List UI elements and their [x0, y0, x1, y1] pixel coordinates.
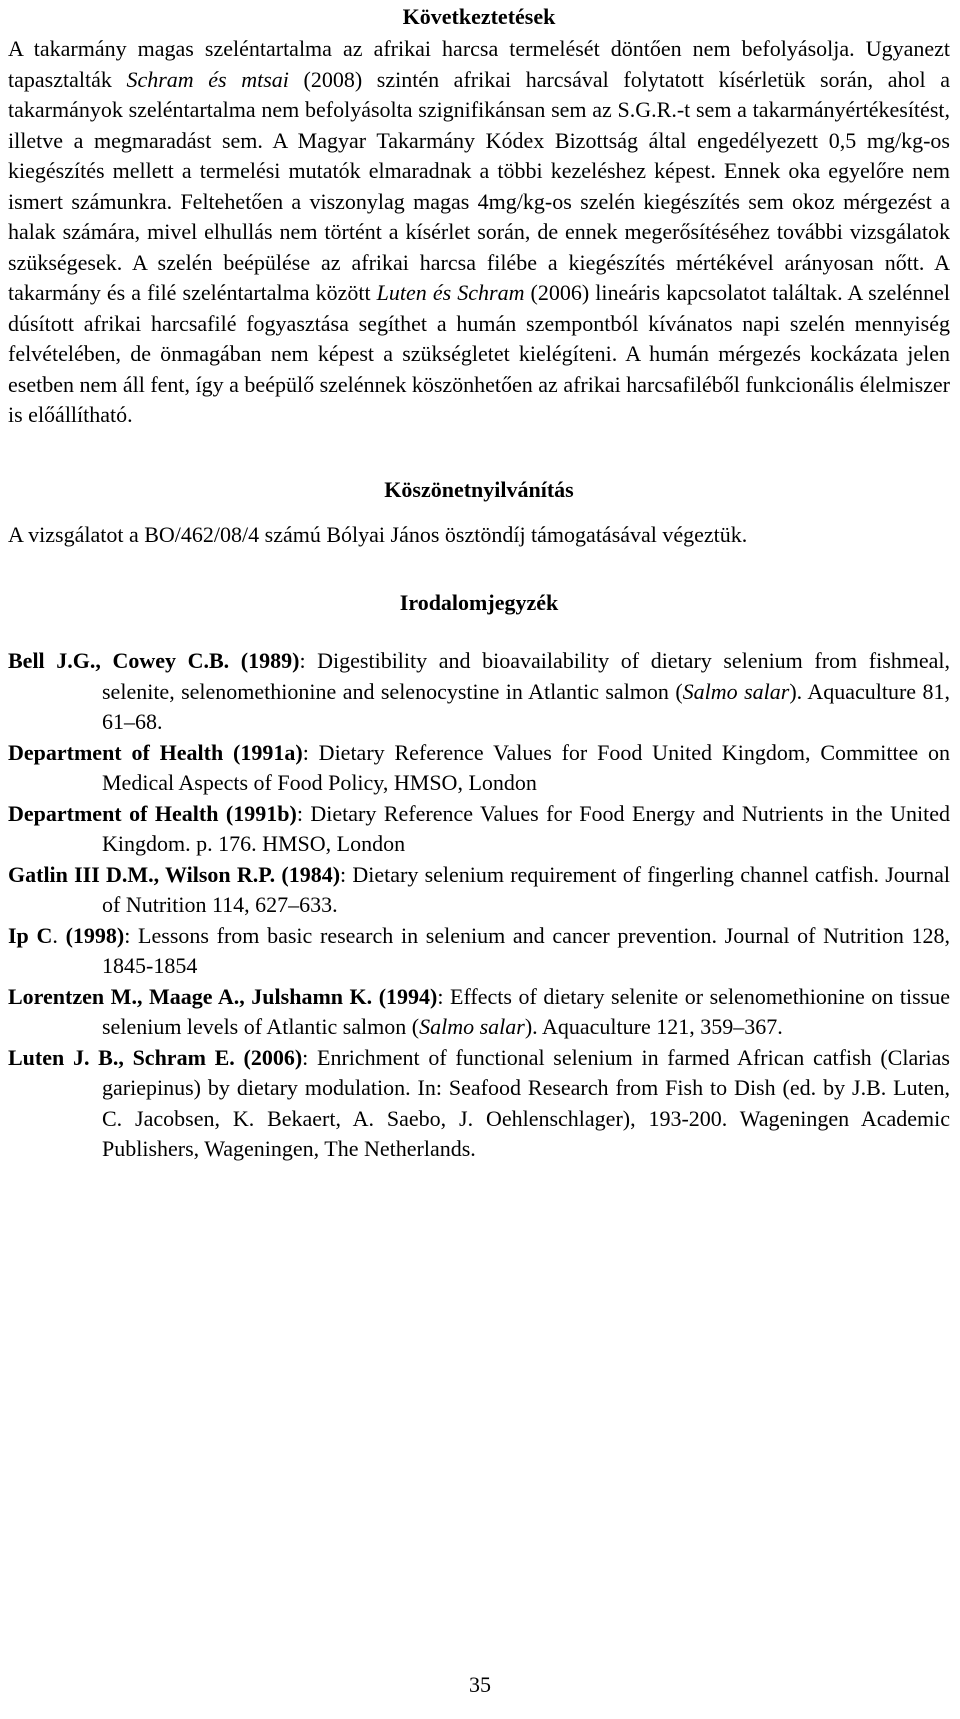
text-run — [229, 648, 241, 673]
text-run: (2008) szintén afrikai harcsával folytatott kísérletük során, ahol a takarmányok szeléntartalma nem befolyásolta szignifikánsan sem az S.G.R.-t sem a takarmányértékesítést, illetve a megmaradást sem. A Magyar Takarmány Kódex Bizottság által engedélyezett 0,5 mg/kg-os kiegészítés mellett a termelési mutatók elmaradnak a többi kezeléshez képest. Ennek oka egyelőre nem ismert számunkra. Feltehetően a viszonylag magas 4mg/kg-os szelén kiegészítés sem okoz mérgezést a halak számára, mivel elhullás nem történt a kísérlet során, de ennek megerősítéséhez további vizsgálatok szükségesek. A szelén beépülése az afrikai harcsa filébe a kiegészítés mértékével arányosan nőtt. A takarmány és a filé szeléntartalma között — [8, 66, 950, 305]
text-run: : Effects of dietary selenite or selenomethionine on tissue selenium levels of Atlantic salmon ( — [102, 983, 951, 1039]
bold-run: Department of Health (1991b) — [8, 800, 297, 826]
text-run: : Lessons from basic research in selenium and cancer prevention. Journal of Nutrition 128, 1845-1854 — [102, 922, 951, 978]
bold-run: (2006) — [243, 1044, 303, 1070]
reference-list — [8, 646, 950, 1165]
text-run: : Dietary selenium requirement of fingerling channel catfish. Journal of Nutrition 114, 627–633. — [102, 861, 950, 917]
text-run: (2006) lineáris kapcsolatot találtak. A szelénnel dúsított afrikai harcsafilé fogyasztása segíthet a humán szempontból kívánatos napi szelén mennyiség felvételében, de önmagában nem képest a szükségletet kielégíteni. A humán mérgezés kockázata jelen esetben nem áll fent, így a beépülő szelénnek köszönhetően az afrikai harcsafiléből funkcionális élelmiszer is előállítható. — [8, 280, 951, 427]
bold-run: Department of Health (1991a) — [8, 739, 303, 765]
bold-run: (1984) — [281, 861, 341, 887]
conclusions-heading: Következtetések — [402, 4, 556, 29]
text-run: : Digestibility and bioavailability of dietary selenium from fishmeal, selenite, selenomethionine and selenocystine in Atlantic salmon ( — [102, 648, 951, 704]
reference-entry — [8, 982, 950, 1043]
reference-entry — [8, 646, 950, 738]
reference-entry — [8, 799, 950, 860]
bold-run: (1998) — [65, 922, 125, 948]
acknowledgement-paragraph: A vizsgálatot a BO/462/08/4 számú Bólyai János ösztöndíj támogatásával végeztük. — [8, 521, 748, 547]
text-run: : Dietary Reference Values for Food United Kingdom, Committee on Medical Aspects of Food Policy, HMSO, London — [102, 739, 950, 795]
bold-run: (1989) — [240, 648, 300, 673]
reference-entry — [8, 921, 950, 982]
text-run: ). Aquaculture 121, 359–367. — [524, 1014, 783, 1039]
reference-entry — [8, 738, 950, 799]
conclusions-paragraph — [8, 34, 950, 431]
text-run: . — [52, 922, 66, 948]
bold-run: Ip C — [8, 922, 53, 948]
bold-run: Luten J. B., Schram E. — [8, 1044, 235, 1070]
bold-run: Bell J.G., Cowey C.B. — [8, 648, 230, 673]
italic-run: Schram és mtsai — [126, 66, 289, 92]
reference-entry — [8, 860, 950, 921]
bold-run: Gatlin III D.M., Wilson R.P. — [8, 861, 276, 887]
text-run: A takarmány magas szeléntartalma az afrikai harcsa termelését döntően nem befolyásolja. Ugyanezt tapasztalták — [8, 36, 950, 92]
text-run: : Enrichment of functional selenium in farmed African catfish (Clarias gariepinus) by dietary modulation. In: Seafood Research from Fish to Dish (ed. by J.B. Luten, C. Jacobsen, K. Bekaert, A. Saebo, J. Oehlenschlager), 193-200. Wageningen Academic Publishers, Wageningen, The Netherlands. — [102, 1044, 950, 1161]
references-heading: Irodalomjegyzék — [399, 590, 559, 615]
italic-run: Luten és Schram — [376, 280, 525, 305]
acknowledgement-heading: Köszönetnyilvánítás — [384, 476, 574, 502]
italic-run: Salmo salar — [419, 1014, 525, 1039]
page-number: 35 — [469, 1672, 491, 1697]
bold-run: Lorentzen M., Maage A., Julshamn K. — [8, 983, 373, 1009]
text-run — [235, 1045, 244, 1070]
bold-run: (1994) — [378, 983, 438, 1009]
text-run: : Dietary Reference Values for Food Energy and Nutrients in the United Kingdom. p. 176. HMSO, London — [102, 800, 950, 856]
text-run: ). Aquaculture 81, 61–68. — [102, 678, 950, 734]
reference-entry — [8, 1043, 950, 1165]
italic-run: Salmo salar — [682, 678, 790, 704]
